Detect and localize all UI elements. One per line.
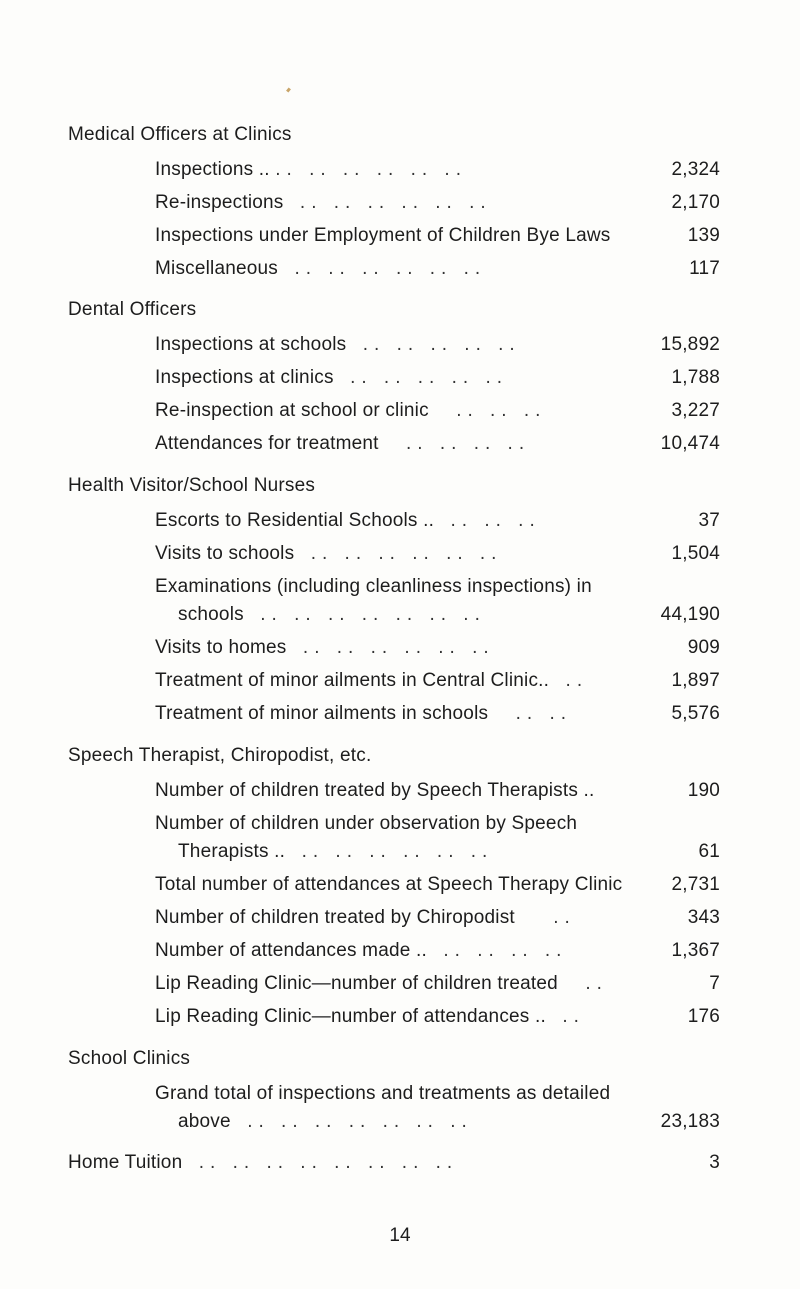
ink-mark [286, 88, 291, 93]
section-heading-speech-therapist: Speech Therapist, Chiropodist, etc. [68, 745, 372, 766]
row-value: 61 [698, 841, 720, 862]
row-value: 1,504 [671, 543, 720, 564]
row-value: 10,474 [660, 433, 720, 454]
row-value: 1,788 [671, 367, 720, 388]
row-label: Inspections under Employment of Children Bye Laws [155, 225, 611, 246]
section-heading-school-clinics: School Clinics [68, 1048, 191, 1069]
row-label-continued: above .. .. .. .. .. .. .. [178, 1111, 473, 1132]
page-number: 14 [389, 1225, 411, 1246]
row-label: Re-inspections .. .. .. .. .. .. [155, 192, 492, 213]
row-value: 1,897 [671, 670, 720, 691]
row-value: 5,576 [671, 703, 720, 724]
row-value: 23,183 [660, 1111, 720, 1132]
row-label: Total number of attendances at Speech Therapy Clinic [155, 874, 623, 895]
row-label: Inspections at schools .. .. .. .. .. [155, 334, 521, 355]
row-value: 190 [687, 780, 720, 801]
row-label: Lip Reading Clinic—number of children treated .. [155, 973, 608, 994]
row-value: 343 [687, 907, 720, 928]
row-value: 44,190 [660, 604, 720, 625]
row-value: 2,731 [671, 874, 720, 895]
row-value: 176 [687, 1006, 720, 1027]
row-label: Lip Reading Clinic—number of attendances .. .. [155, 1006, 585, 1027]
row-value: 3,227 [671, 400, 720, 421]
row-value: 7 [709, 973, 720, 994]
row-label-home-tuition: Home Tuition .. .. .. .. .. .. .. .. [68, 1152, 459, 1173]
row-value: 139 [687, 225, 720, 246]
row-label: Escorts to Residential Schools .. .. .. .. [155, 510, 541, 531]
section-heading-dental-officers: Dental Officers [68, 299, 197, 320]
row-label: Treatment of minor ailments in Central Clinic.. .. [155, 670, 589, 691]
row-label: Number of children treated by Chiropodist .. [155, 907, 576, 928]
row-value-home-tuition: 3 [709, 1152, 720, 1173]
row-label: Number of children treated by Speech Therapists .. [155, 780, 595, 801]
row-label: Treatment of minor ailments in schools .. .. [155, 703, 573, 724]
row-label: Re-inspection at school or clinic .. .. .. [155, 400, 547, 421]
row-value: 1,367 [671, 940, 720, 961]
row-label: Inspections at clinics .. .. .. .. .. [155, 367, 508, 388]
row-label: Number of attendances made .. .. .. .. .. [155, 940, 568, 961]
row-label: Number of children under observation by Speech [155, 813, 578, 834]
section-heading-health-visitor: Health Visitor/School Nurses [68, 475, 316, 496]
row-label: Grand total of inspections and treatments as detailed [155, 1083, 611, 1104]
row-label: Inspections .. .. .. .. .. .. .. [155, 159, 467, 180]
row-value: 37 [698, 510, 720, 531]
section-heading-medical-officers: Medical Officers at Clinics [68, 124, 292, 145]
row-label-continued: Therapists .. .. .. .. .. .. .. [178, 841, 494, 862]
row-label-continued: schools .. .. .. .. .. .. .. [178, 604, 486, 625]
row-value: 2,170 [671, 192, 720, 213]
row-value: 15,892 [660, 334, 720, 355]
row-label: Visits to schools .. .. .. .. .. .. [155, 543, 503, 564]
row-value: 909 [687, 637, 720, 658]
row-label: Visits to homes .. .. .. .. .. .. [155, 637, 495, 658]
row-value: 117 [689, 258, 720, 279]
row-label: Miscellaneous .. .. .. .. .. .. [155, 258, 487, 279]
row-label: Attendances for treatment .. .. .. .. [155, 433, 531, 454]
row-value: 2,324 [671, 159, 720, 180]
row-label: Examinations (including cleanliness inspections) in [155, 576, 592, 597]
